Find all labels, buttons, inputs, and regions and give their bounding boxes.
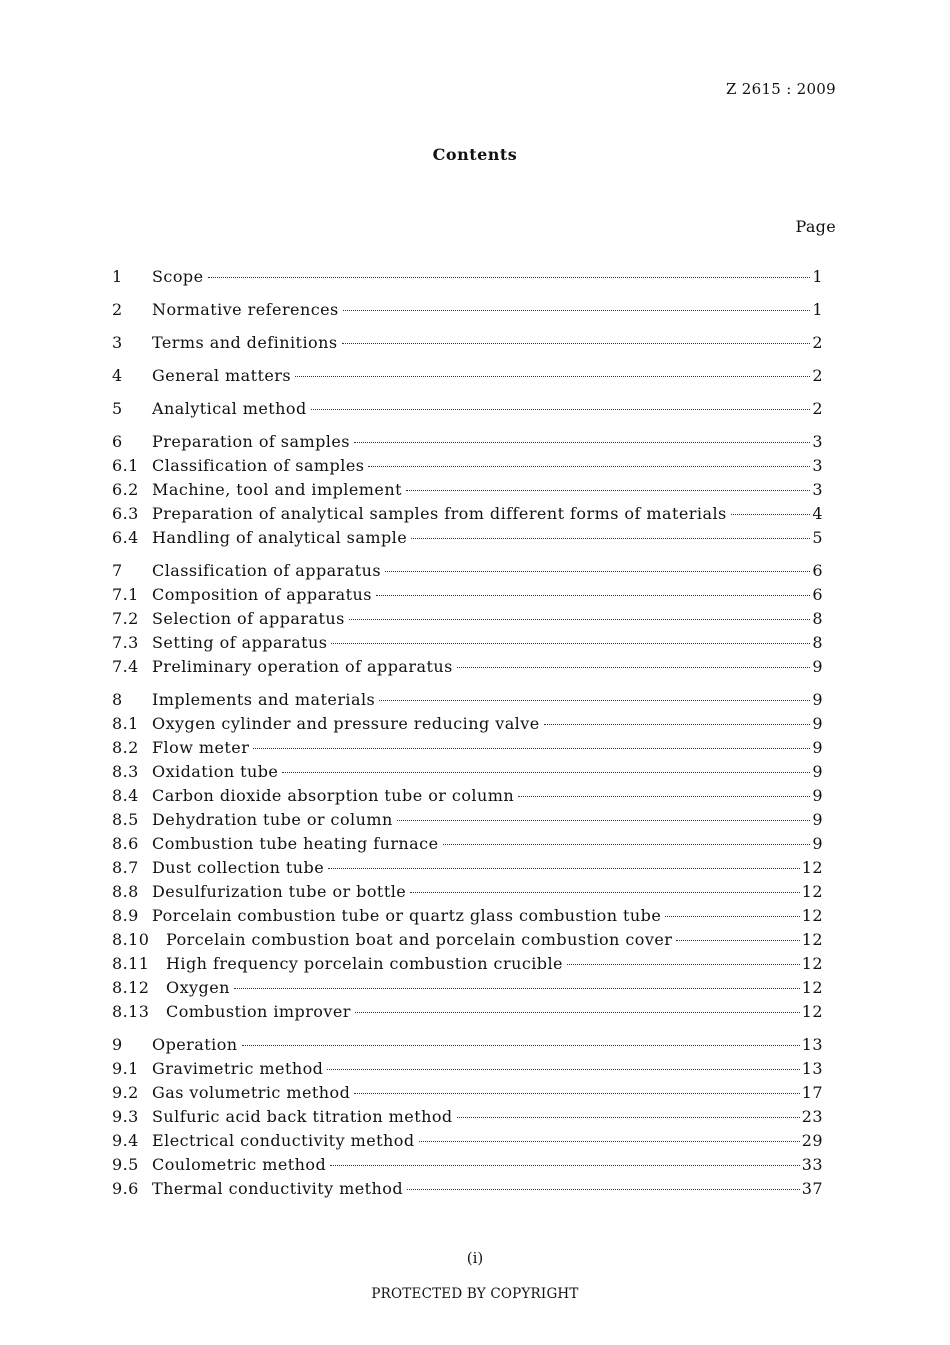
toc-entry-number: 8.12 bbox=[112, 978, 150, 997]
dot-leader bbox=[331, 643, 810, 644]
toc-entry-title: Desulfurization tube or bottle bbox=[152, 882, 407, 901]
toc-entry-title: Gas volumetric method bbox=[152, 1083, 351, 1102]
toc-entry[interactable] bbox=[112, 655, 823, 679]
dot-leader bbox=[354, 1093, 799, 1094]
dot-leader bbox=[311, 409, 811, 410]
toc-entry-page: 1 bbox=[812, 300, 823, 319]
toc-section bbox=[112, 298, 823, 322]
toc-entry-title: Implements and materials bbox=[152, 690, 376, 709]
toc-entry-title: Classification of samples bbox=[152, 456, 365, 475]
toc-entry-title: Oxygen cylinder and pressure reducing valve bbox=[152, 714, 540, 733]
dot-leader bbox=[208, 277, 811, 278]
dot-leader bbox=[282, 772, 810, 773]
toc-entry-title: Porcelain combustion tube or quartz glass combustion tube bbox=[152, 906, 662, 925]
toc-entry[interactable] bbox=[112, 607, 823, 631]
dot-leader bbox=[349, 619, 811, 620]
toc-entry-page: 4 bbox=[812, 504, 823, 523]
toc-entry-number: 8.7 bbox=[112, 858, 139, 877]
toc-entry-page: 9 bbox=[812, 786, 823, 805]
toc-entry[interactable] bbox=[112, 1057, 823, 1081]
toc-section bbox=[112, 688, 823, 1024]
dot-leader bbox=[457, 1117, 800, 1118]
toc-entry[interactable] bbox=[112, 1129, 823, 1153]
toc-entry-title: Gravimetric method bbox=[152, 1059, 324, 1078]
toc-entry[interactable] bbox=[112, 265, 823, 289]
toc-entry[interactable] bbox=[112, 364, 823, 388]
page-column-header: Page bbox=[795, 217, 836, 236]
toc-entry[interactable] bbox=[112, 559, 823, 583]
dot-leader bbox=[567, 964, 800, 965]
toc-entry-number: 8.5 bbox=[112, 810, 139, 829]
toc-entry-page: 9 bbox=[812, 738, 823, 757]
toc-entry-number: 6.1 bbox=[112, 456, 139, 475]
toc-entry-number: 8.9 bbox=[112, 906, 139, 925]
dot-leader bbox=[342, 343, 811, 344]
toc-entry[interactable] bbox=[112, 880, 823, 904]
toc-entry-title: Oxygen bbox=[166, 978, 230, 997]
dot-leader bbox=[253, 748, 810, 749]
toc-entry-number: 7.1 bbox=[112, 585, 139, 604]
dot-leader bbox=[676, 940, 799, 941]
dot-leader bbox=[385, 571, 810, 572]
dot-leader bbox=[328, 868, 800, 869]
dot-leader bbox=[343, 310, 811, 311]
toc-entry-page: 12 bbox=[801, 858, 823, 877]
toc-entry-page: 3 bbox=[812, 432, 823, 451]
toc-entry-number: 7.3 bbox=[112, 633, 139, 652]
toc-section bbox=[112, 430, 823, 550]
toc-entry-title: Thermal conductivity method bbox=[152, 1179, 404, 1198]
toc-entry-number: 8.2 bbox=[112, 738, 139, 757]
toc-entry[interactable] bbox=[112, 736, 823, 760]
toc-entry-number: 8.4 bbox=[112, 786, 139, 805]
toc-entry-page: 5 bbox=[812, 528, 823, 547]
document-number: Z 2615 : 2009 bbox=[725, 80, 836, 98]
toc-entry[interactable] bbox=[112, 331, 823, 355]
toc-entry[interactable] bbox=[112, 430, 823, 454]
dot-leader bbox=[411, 538, 810, 539]
toc-section bbox=[112, 331, 823, 355]
dot-leader bbox=[355, 1012, 800, 1013]
toc-entry[interactable] bbox=[112, 1177, 823, 1201]
toc-entry[interactable] bbox=[112, 631, 823, 655]
toc-entry-page: 17 bbox=[801, 1083, 823, 1102]
toc-entry[interactable] bbox=[112, 712, 823, 736]
dot-leader bbox=[354, 442, 810, 443]
toc-entry-number: 6 bbox=[112, 432, 123, 451]
toc-entry-title: Electrical conductivity method bbox=[152, 1131, 415, 1150]
toc-entry-page: 9 bbox=[812, 690, 823, 709]
toc-entry[interactable] bbox=[112, 1081, 823, 1105]
dot-leader bbox=[731, 514, 811, 515]
toc-entry-title: Preparation of analytical samples from different forms of materials bbox=[152, 504, 727, 523]
toc-entry-title: Dust collection tube bbox=[152, 858, 325, 877]
toc-entry[interactable] bbox=[112, 808, 823, 832]
toc-section bbox=[112, 559, 823, 679]
toc-entry-number: 2 bbox=[112, 300, 123, 319]
toc-entry[interactable] bbox=[112, 1000, 823, 1024]
copyright-notice: PROTECTED BY COPYRIGHT bbox=[371, 1286, 579, 1302]
dot-leader bbox=[397, 820, 811, 821]
toc-entry-number: 9.4 bbox=[112, 1131, 139, 1150]
toc-entry[interactable] bbox=[112, 397, 823, 421]
toc-entry-title: Sulfuric acid back titration method bbox=[152, 1107, 453, 1126]
toc-entry-title: Carbon dioxide absorption tube or column bbox=[152, 786, 515, 805]
dot-leader bbox=[242, 1045, 800, 1046]
toc-entry-page: 23 bbox=[801, 1107, 823, 1126]
toc-entry-page: 6 bbox=[812, 585, 823, 604]
dot-leader bbox=[406, 490, 810, 491]
toc-entry-number: 8.13 bbox=[112, 1002, 150, 1021]
dot-leader bbox=[295, 376, 810, 377]
toc-entry[interactable] bbox=[112, 1153, 823, 1177]
toc-entry-number: 4 bbox=[112, 366, 123, 385]
toc-entry[interactable] bbox=[112, 298, 823, 322]
footer-page-number: (i) bbox=[466, 1249, 484, 1267]
toc-entry-title: Terms and definitions bbox=[152, 333, 338, 352]
toc-section bbox=[112, 397, 823, 421]
page-title: Contents bbox=[432, 145, 518, 164]
dot-leader bbox=[376, 595, 810, 596]
toc-entry-title: Combustion tube heating furnace bbox=[152, 834, 439, 853]
toc-entry-title: Dehydration tube or column bbox=[152, 810, 393, 829]
toc-entry-number: 8.1 bbox=[112, 714, 139, 733]
toc-entry-page: 12 bbox=[801, 978, 823, 997]
toc-entry-title: Scope bbox=[152, 267, 204, 286]
toc-section bbox=[112, 364, 823, 388]
toc-entry-number: 7 bbox=[112, 561, 123, 580]
toc-entry[interactable] bbox=[112, 526, 823, 550]
toc-entry-title: Combustion improver bbox=[166, 1002, 351, 1021]
toc-entry-page: 8 bbox=[812, 609, 823, 628]
dot-leader bbox=[368, 466, 810, 467]
toc-entry-title: Setting of apparatus bbox=[152, 633, 328, 652]
toc-entry-page: 6 bbox=[812, 561, 823, 580]
toc-entry-title: General matters bbox=[152, 366, 292, 385]
toc-entry-number: 8.8 bbox=[112, 882, 139, 901]
toc-entry[interactable] bbox=[112, 760, 823, 784]
toc-entry-title: Normative references bbox=[152, 300, 339, 319]
toc-entry-number: 6.2 bbox=[112, 480, 139, 499]
dot-leader bbox=[327, 1069, 799, 1070]
toc-entry[interactable] bbox=[112, 976, 823, 1000]
dot-leader bbox=[410, 892, 800, 893]
toc-entry-number: 8.6 bbox=[112, 834, 139, 853]
toc-entry-page: 1 bbox=[812, 267, 823, 286]
toc-entry[interactable] bbox=[112, 688, 823, 712]
toc-entry-page: 8 bbox=[812, 633, 823, 652]
toc-entry-title: Operation bbox=[152, 1035, 238, 1054]
toc-entry-number: 1 bbox=[112, 267, 123, 286]
dot-leader bbox=[330, 1165, 800, 1166]
toc-entry-title: Preparation of samples bbox=[152, 432, 350, 451]
toc-entry[interactable] bbox=[112, 583, 823, 607]
toc-entry-number: 9.2 bbox=[112, 1083, 139, 1102]
toc-entry-number: 8.3 bbox=[112, 762, 139, 781]
toc-entry-title: Porcelain combustion boat and porcelain combustion cover bbox=[166, 930, 673, 949]
dot-leader bbox=[443, 844, 811, 845]
toc-entry-page: 2 bbox=[812, 366, 823, 385]
toc-entry-title: Coulometric method bbox=[152, 1155, 327, 1174]
toc-entry-page: 9 bbox=[812, 657, 823, 676]
dot-leader bbox=[544, 724, 811, 725]
toc-entry-number: 3 bbox=[112, 333, 123, 352]
toc-entry[interactable] bbox=[112, 502, 823, 526]
toc-entry-page: 9 bbox=[812, 810, 823, 829]
toc-entry-page: 33 bbox=[801, 1155, 823, 1174]
toc-entry-page: 12 bbox=[801, 954, 823, 973]
toc-entry-number: 6.4 bbox=[112, 528, 139, 547]
table-of-contents bbox=[112, 265, 823, 1210]
toc-entry-page: 2 bbox=[812, 333, 823, 352]
toc-entry-number: 9 bbox=[112, 1035, 123, 1054]
dot-leader bbox=[234, 988, 800, 989]
toc-entry[interactable] bbox=[112, 1105, 823, 1129]
toc-entry-number: 5 bbox=[112, 399, 123, 418]
dot-leader bbox=[457, 667, 811, 668]
toc-entry-number: 8.11 bbox=[112, 954, 150, 973]
toc-entry-number: 7.2 bbox=[112, 609, 139, 628]
toc-entry-title: Machine, tool and implement bbox=[152, 480, 402, 499]
toc-entry-page: 3 bbox=[812, 456, 823, 475]
toc-entry[interactable] bbox=[112, 832, 823, 856]
toc-entry-title: Classification of apparatus bbox=[152, 561, 382, 580]
toc-entry-title: High frequency porcelain combustion crucible bbox=[166, 954, 563, 973]
toc-entry-page: 12 bbox=[801, 906, 823, 925]
toc-section bbox=[112, 1033, 823, 1201]
toc-entry-page: 12 bbox=[801, 930, 823, 949]
toc-entry-title: Oxidation tube bbox=[152, 762, 279, 781]
toc-entry-page: 9 bbox=[812, 834, 823, 853]
toc-entry-title: Analytical method bbox=[152, 399, 307, 418]
dot-leader bbox=[665, 916, 799, 917]
toc-entry-title: Flow meter bbox=[152, 738, 250, 757]
dot-leader bbox=[419, 1141, 800, 1142]
toc-entry-title: Handling of analytical sample bbox=[152, 528, 408, 547]
toc-entry-number: 7.4 bbox=[112, 657, 139, 676]
toc-entry-page: 13 bbox=[801, 1035, 823, 1054]
dot-leader bbox=[407, 1189, 800, 1190]
toc-entry[interactable] bbox=[112, 1033, 823, 1057]
toc-entry-title: Selection of apparatus bbox=[152, 609, 345, 628]
dot-leader bbox=[379, 700, 810, 701]
toc-entry-number: 8.10 bbox=[112, 930, 150, 949]
toc-entry[interactable] bbox=[112, 856, 823, 880]
toc-entry-number: 9.3 bbox=[112, 1107, 139, 1126]
toc-entry-page: 29 bbox=[801, 1131, 823, 1150]
toc-entry-page: 12 bbox=[801, 1002, 823, 1021]
toc-entry[interactable] bbox=[112, 904, 823, 928]
toc-entry-page: 9 bbox=[812, 714, 823, 733]
toc-entry[interactable] bbox=[112, 928, 823, 952]
toc-entry-page: 9 bbox=[812, 762, 823, 781]
toc-entry[interactable] bbox=[112, 952, 823, 976]
toc-entry-number: 9.5 bbox=[112, 1155, 139, 1174]
toc-entry-page: 13 bbox=[801, 1059, 823, 1078]
toc-section bbox=[112, 265, 823, 289]
toc-entry-page: 37 bbox=[801, 1179, 823, 1198]
dot-leader bbox=[518, 796, 810, 797]
toc-entry-page: 2 bbox=[812, 399, 823, 418]
toc-entry-title: Composition of apparatus bbox=[152, 585, 372, 604]
toc-entry[interactable] bbox=[112, 784, 823, 808]
toc-entry-page: 3 bbox=[812, 480, 823, 499]
toc-entry-number: 6.3 bbox=[112, 504, 139, 523]
toc-entry-number: 8 bbox=[112, 690, 123, 709]
toc-entry[interactable] bbox=[112, 454, 823, 478]
toc-entry-number: 9.1 bbox=[112, 1059, 139, 1078]
toc-entry-number: 9.6 bbox=[112, 1179, 139, 1198]
toc-entry-title: Preliminary operation of apparatus bbox=[152, 657, 453, 676]
toc-entry[interactable] bbox=[112, 478, 823, 502]
toc-entry-page: 12 bbox=[801, 882, 823, 901]
